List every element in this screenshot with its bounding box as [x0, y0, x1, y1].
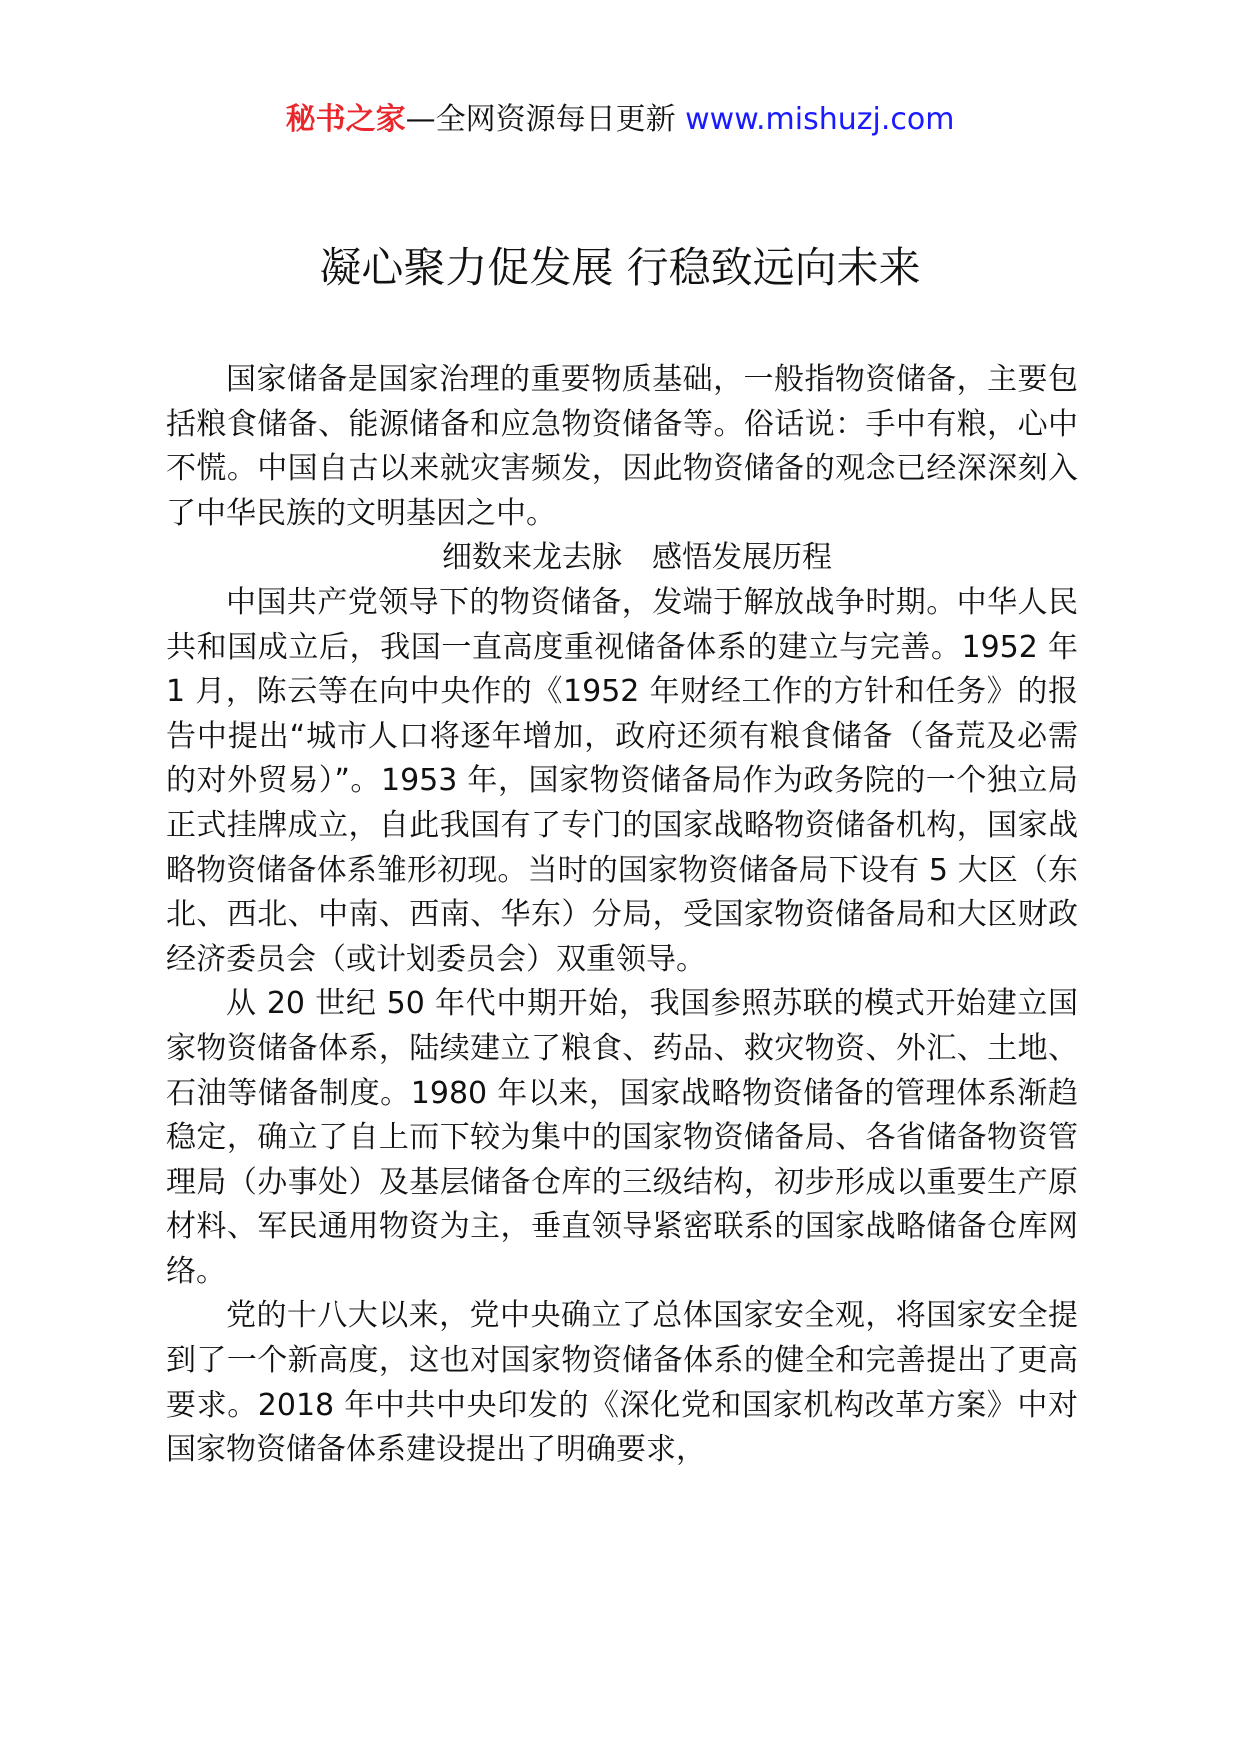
paragraph-system: 从 20 世纪 50 年代中期开始，我国参照苏联的模式开始建立国家物资储备体系，陆续建立了粮食、药品、救灾物资、外汇、土地、石油等储备制度。1980 年以来，国家战略物资储备的管理体系渐趋稳定，确立了自上而下较为集中的国家物资储备局、各省储备物资管理局（办事处）及基层储备仓库的三级结构，初步形成以重要生产原材料、军民通用物资为主，垂直领导紧密联系的国家战略储备仓库网络。 — [166, 986, 1078, 1289]
site-tagline: —全网资源每日更新 — [405, 102, 686, 137]
document-body — [166, 358, 1078, 1473]
paragraph-intro: 国家储备是国家治理的重要物质基础，一般指物资储备，主要包括粮食储备、能源储备和应急物资储备等。俗话说：手中有粮，心中不慌。中国自古以来就灾害频发，因此物资储备的观念已经深深刻入了中华民族的文明基因之中。 — [166, 362, 1078, 531]
page-title: 凝心聚力促发展 行稳致远向未来 — [319, 243, 921, 292]
site-url-link[interactable]: www.mishuzj.com — [685, 102, 955, 137]
paragraph-history: 中国共产党领导下的物资储备，发端于解放战争时期。中华人民共和国成立后，我国一直高度重视储备体系的建立与完善。1952 年 1 月，陈云等在向中央作的《1952 年财经工作的方针和任务》的报告中提出“城市人口将逐年增加，政府还须有粮食储备（备荒及必需的对外贸易）”。1953 年，国家物资储备局作为政务院的一个独立局正式挂牌成立，自此我国有了专门的国家战略物资储备机构，国家战略物资储备体系雏形初现。当时的国家物资储备局下设有 5 大区（东北、西北、中南、西南、华东）分局，受国家物资储备局和大区财政经济委员会（或计划委员会）双重领导。 — [166, 584, 1078, 977]
site-brand: 秘书之家 — [285, 102, 406, 137]
paragraph-reform: 党的十八大以来，党中央确立了总体国家安全观，将国家安全提到了一个新高度，这也对国家物资储备体系的健全和完善提出了更高要求。2018 年中共中央印发的《深化党和国家机构改革方案》中对国家物资储备体系建设提出了明确要求， — [166, 1298, 1078, 1468]
section-heading: 细数来龙去脉 感悟发展历程 — [442, 540, 832, 576]
site-header — [0, 100, 1240, 140]
